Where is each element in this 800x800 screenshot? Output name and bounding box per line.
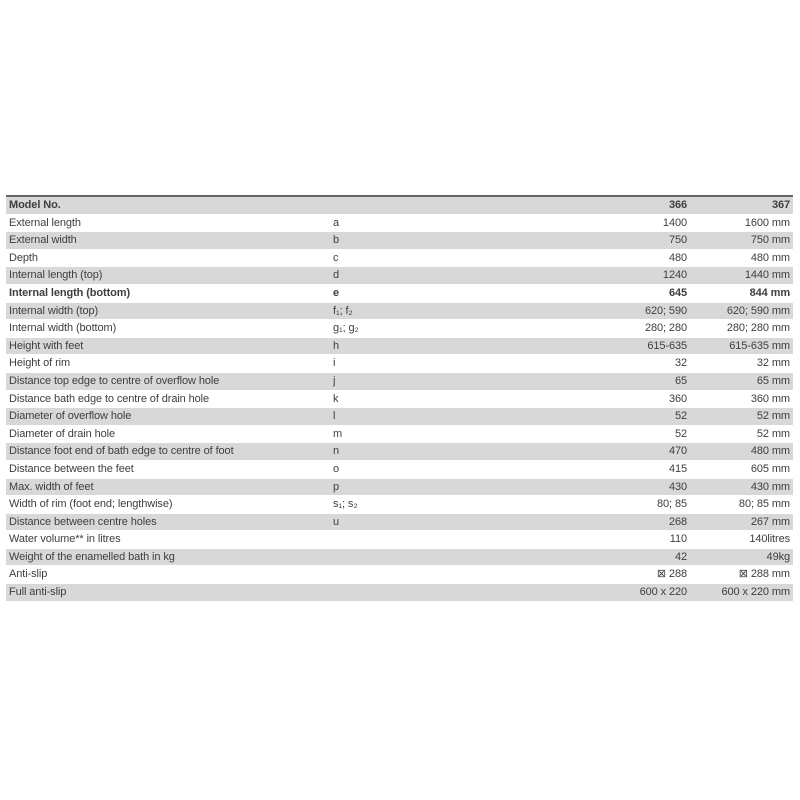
cell-label: Max. width of feet [9, 480, 94, 493]
cell-label: Internal width (top) [9, 304, 99, 317]
header-model-no-label: Model No. [9, 199, 61, 211]
cell-label: Internal width (bottom) [9, 322, 117, 335]
table-row [6, 373, 793, 390]
cell-v367: 620; 590 mm [726, 304, 790, 317]
cell-label: Internal length (bottom) [9, 286, 131, 299]
cell-v366: 32 [674, 357, 687, 370]
cell-label: Distance top edge to centre of overflow hole [9, 374, 220, 387]
cell-v367: 52 mm [756, 427, 790, 440]
cell-symbol: u [333, 515, 340, 528]
cell-label: Internal length (top) [9, 269, 103, 282]
cell-v366: 415 [668, 462, 687, 475]
cell-label: Distance foot end of bath edge to centre of foot [9, 445, 234, 458]
table-header-row [6, 197, 793, 214]
cell-v367: ⊠ 288 mm [738, 568, 790, 581]
cell-symbol: c [333, 251, 339, 264]
cell-symbol: s₁; s₂ [333, 498, 358, 511]
cell-v367: 844 mm [749, 286, 790, 299]
cell-v367: 52 mm [756, 410, 790, 423]
cell-v367: 480 mm [750, 251, 790, 264]
cell-symbol: g₁; g₂ [333, 322, 359, 335]
table-row [6, 285, 793, 302]
cell-symbol: k [333, 392, 339, 405]
cell-v367: 360 mm [750, 392, 790, 405]
cell-v366: 645 [668, 286, 687, 299]
specification-table [6, 195, 793, 602]
cell-v367: 32 mm [756, 357, 790, 370]
cell-symbol: a [333, 216, 340, 229]
table-row [6, 461, 793, 478]
cell-v367: 615-635 mm [729, 339, 790, 352]
cell-v366: 1240 [662, 269, 687, 282]
cell-v366: 65 [674, 374, 687, 387]
table-row [6, 584, 793, 601]
table-row [6, 514, 793, 531]
table-row [6, 250, 793, 267]
cell-v366: 52 [674, 410, 687, 423]
cell-v367: 480 mm [750, 445, 790, 458]
cell-label: Distance between centre holes [9, 515, 157, 528]
table-row [6, 355, 793, 372]
cell-v367: 140litres [749, 533, 790, 546]
cell-v367: 80; 85 mm [738, 498, 790, 511]
cell-label: External width [9, 234, 77, 247]
table-row [6, 426, 793, 443]
header-model-366: 366 [668, 199, 687, 211]
cell-v367: 65 mm [756, 374, 790, 387]
table-row [6, 443, 793, 460]
cell-v366: 750 [668, 234, 687, 247]
cell-v367: 49kg [766, 550, 790, 563]
cell-symbol: p [333, 480, 340, 493]
cell-v366: 480 [668, 251, 687, 264]
cell-symbol: m [333, 427, 343, 440]
cell-symbol: n [333, 445, 340, 458]
cell-v367: 1600 mm [744, 216, 790, 229]
cell-symbol: f₁; f₂ [333, 304, 353, 317]
cell-label: Diameter of drain hole [9, 427, 116, 440]
table-row [6, 215, 793, 232]
table-row [6, 496, 793, 513]
cell-v366: 1400 [662, 216, 687, 229]
cell-v366: 620; 590 [644, 304, 687, 317]
cell-label: Distance bath edge to centre of drain hole [9, 392, 210, 405]
cell-v366: 268 [668, 515, 687, 528]
cell-symbol: l [333, 410, 336, 423]
cell-v366: ⊠ 288 [656, 568, 687, 581]
cell-v367: 600 x 220 mm [721, 586, 790, 599]
cell-symbol: e [333, 286, 340, 299]
cell-symbol: i [333, 357, 336, 370]
cell-label: Diameter of overflow hole [9, 410, 132, 423]
cell-symbol: j [333, 374, 336, 387]
cell-symbol: d [333, 269, 340, 282]
cell-v366: 615-635 [647, 339, 687, 352]
header-model-367: 367 [771, 199, 790, 211]
cell-v366: 430 [668, 480, 687, 493]
table-row [6, 479, 793, 496]
table-row [6, 391, 793, 408]
cell-v366: 80; 85 [657, 498, 687, 511]
cell-symbol: h [333, 339, 340, 352]
table-row [6, 549, 793, 566]
table-row [6, 338, 793, 355]
cell-v366: 280; 280 [644, 322, 687, 335]
cell-label: Full anti-slip [9, 586, 67, 599]
cell-label: Distance between the feet [9, 462, 134, 475]
cell-symbol: b [333, 234, 340, 247]
table-row [6, 232, 793, 249]
cell-v366: 110 [669, 533, 687, 546]
cell-v366: 600 x 220 [639, 586, 687, 599]
cell-label: Height of rim [9, 357, 71, 370]
cell-v367: 605 mm [750, 462, 790, 475]
table-row [6, 566, 793, 583]
table-row [6, 303, 793, 320]
cell-v367: 267 mm [750, 515, 790, 528]
cell-v367: 1440 mm [744, 269, 790, 282]
cell-label: Width of rim (foot end; lengthwise) [9, 498, 173, 511]
table-body [6, 215, 793, 601]
cell-label: Depth [9, 251, 38, 264]
cell-label: Anti-slip [9, 568, 48, 581]
cell-v366: 52 [674, 427, 687, 440]
cell-v366: 360 [668, 392, 687, 405]
cell-v366: 470 [668, 445, 687, 458]
table-row [6, 320, 793, 337]
table-row [6, 267, 793, 284]
table-row [6, 531, 793, 548]
cell-v367: 430 mm [750, 480, 790, 493]
cell-label: Height with feet [9, 339, 84, 352]
cell-symbol: o [333, 462, 340, 475]
cell-v367: 750 mm [750, 234, 790, 247]
cell-label: Water volume** in litres [9, 533, 121, 546]
cell-label: External length [9, 216, 81, 229]
cell-v367: 280; 280 mm [726, 322, 790, 335]
cell-label: Weight of the enamelled bath in kg [9, 550, 175, 563]
table-row [6, 408, 793, 425]
cell-v366: 42 [674, 550, 687, 563]
